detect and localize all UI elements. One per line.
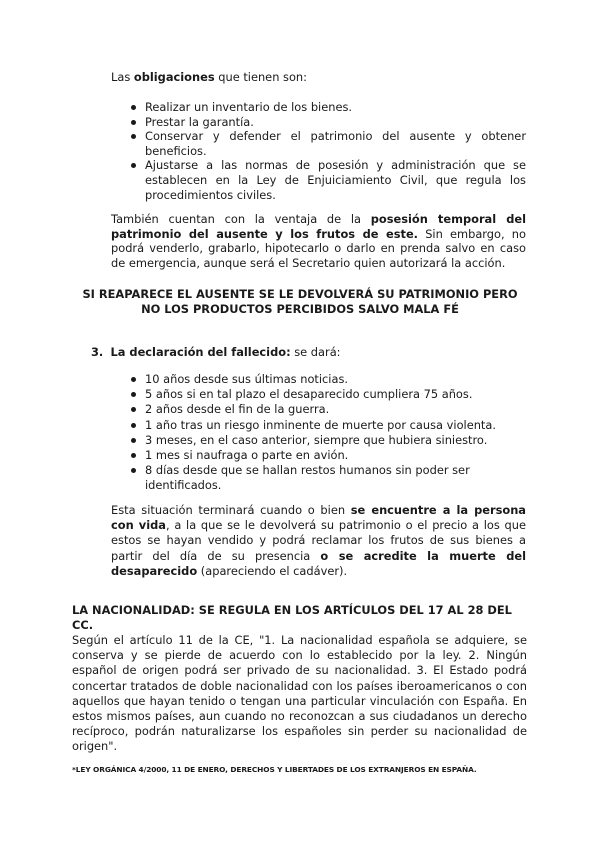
list-item: Prestar la garantía. [129,115,526,130]
obligaciones-intro: Las obligaciones que tienen son: [111,70,307,84]
list-item: Ajustarse a las normas de posesión y administración que se establecen en la Ley de Enjuiciamiento Civil, que regula los procedimientos civiles. [129,158,526,202]
list-item: Realizar un inventario de los bienes. [129,100,526,115]
heading-nacionalidad: LA NACIONALIDAD: SE REGULA EN LOS ARTÍCULOS DEL 17 AL 28 DEL CC. [72,603,512,632]
footnote: *LEY ORGÁNICA 4/2000, 11 DE ENERO, DERECHOS Y LIBERTADES DE LOS EXTRANJEROS EN ESPAÑA. [72,765,477,774]
articulo-11-paragraph: Según el artículo 11 de la CE, "1. La nacionalidad española se adquiere, se conserva y se pierde de acuerdo con lo establecido por la ley. 2. Ningún español de origen podrá ser privado de su nacionalidad. 3. El Estado podrá concertar tratados de doble nacionalidad con los países iberoamericanos o con aquellos que hayan tenido o tengan una particular vinculación con España. En estos mismos países, aun cuando no reconozcan a sus ciudadanos un derecho recíproco, podrán naturalizarse los españoles sin perder su nacionalidad de origen". [72,633,527,754]
list-item: 10 años desde sus últimas noticias. [129,372,499,387]
list-item: 3 meses, en el caso anterior, siempre que hubiera siniestro. [129,433,499,448]
list-item: 5 años si en tal plazo el desaparecido cumpliera 75 años. [129,387,499,402]
list-item: 1 año tras un riesgo inminente de muerte por causa violenta. [129,418,499,433]
heading-reaparece: SI REAPARECE EL AUSENTE SE LE DEVOLVERÁ SU PATRIMONIO PERO NO LOS PRODUCTOS PERCIBIDOS SALVO MALA FÉ [82,287,518,316]
fallecido-title: 3. La declaración del fallecido: se dará: [91,345,341,359]
ventaja-paragraph: También cuentan con la ventaja de la posesión temporal del patrimonio del ausente y los frutos de este. Sin embargo, no podrá venderlo, grabarlo, hipotecarlo o darlo en prenda salvo en caso de emergencia, aunque será el Secretario quien autorizará la acción. [111,212,526,270]
list-item: 1 mes si naufraga o parte en avión. [129,448,499,463]
list-item: Conservar y defender el patrimonio del ausente y obtener beneficios. [129,129,526,158]
list-item: 2 años desde el fin de la guerra. [129,402,499,417]
obligaciones-list [129,100,526,202]
list-item: 8 días desde que se hallan restos humanos sin poder ser identificados. [129,463,499,493]
fallecido-list [129,372,499,494]
obligaciones-bold: obligaciones [133,70,215,84]
situacion-paragraph: Esta situación terminará cuando o bien se encuentre a la persona con vida, a la que se le devolverá su patrimonio o el precio a los que estos se hayan vendido y podrá reclamar los frutos de sus bienes a partir del día de su presencia o se acredite la muerte del desaparecido (apareciendo el cadáver). [111,503,526,578]
